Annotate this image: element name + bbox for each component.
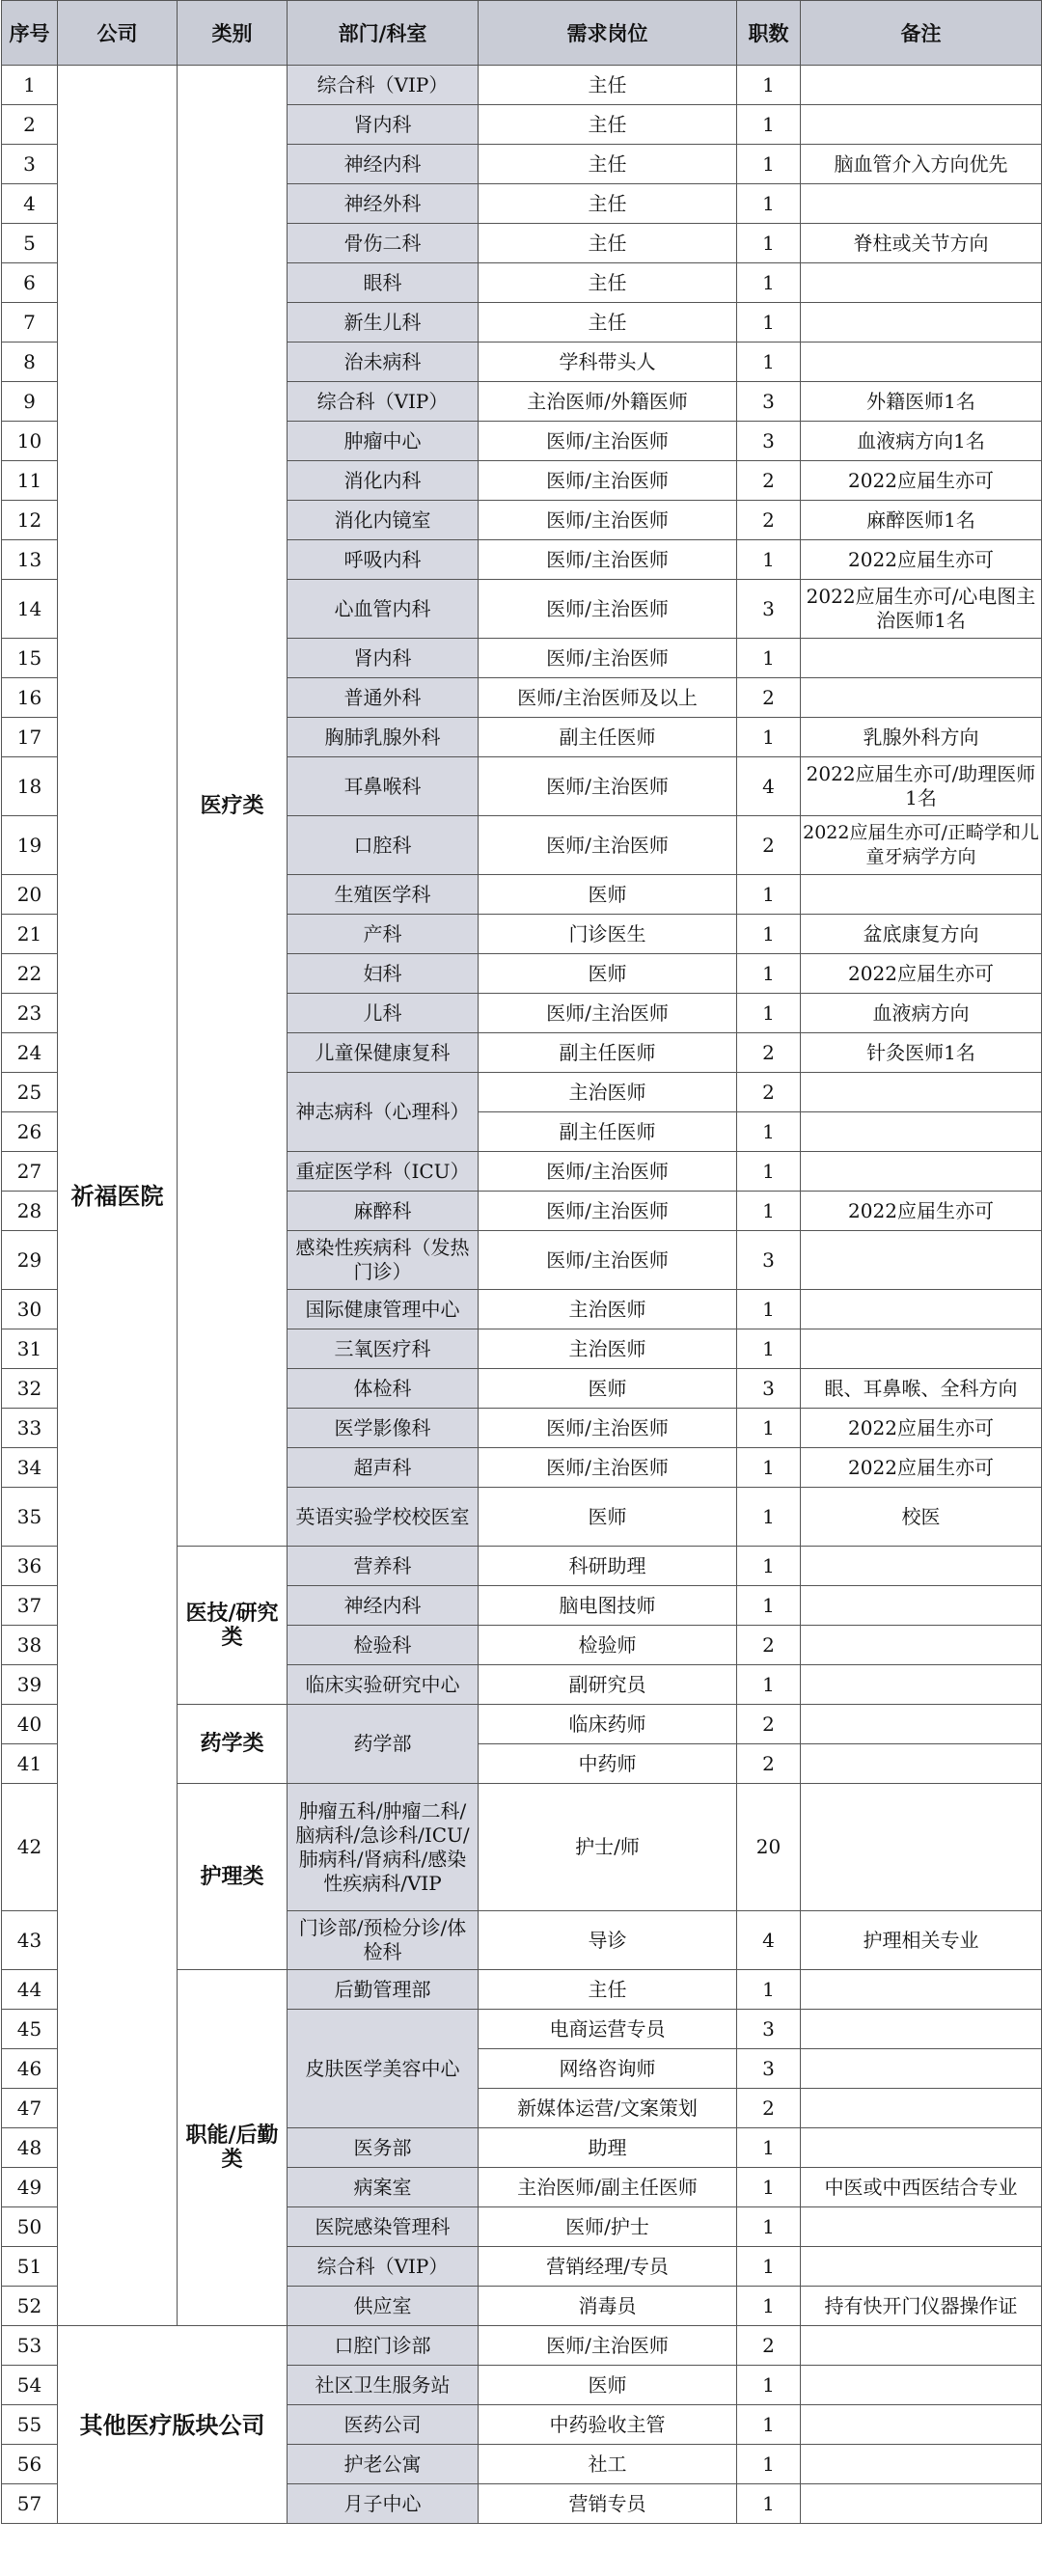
position-cell: 医师: [479, 1369, 737, 1409]
remark-cell: [801, 2405, 1042, 2445]
remark-cell: [801, 1705, 1042, 1744]
remark-cell: [801, 1112, 1042, 1152]
count-cell: 1: [737, 1112, 801, 1152]
remark-cell: 护理相关专业: [801, 1911, 1042, 1970]
seq-cell: 2: [2, 105, 58, 145]
remark-cell: [801, 1547, 1042, 1586]
seq-cell: 26: [2, 1112, 58, 1152]
count-cell: 3: [737, 580, 801, 639]
count-cell: 1: [737, 224, 801, 263]
seq-cell: 25: [2, 1073, 58, 1112]
position-cell: 主治医师: [479, 1329, 737, 1369]
remark-cell: 2022应届生亦可: [801, 1192, 1042, 1231]
remark-cell: 乳腺外科方向: [801, 718, 1042, 757]
count-cell: 1: [737, 639, 801, 678]
dept-cell: 门诊部/预检分诊/体检科: [288, 1911, 479, 1970]
remark-cell: 针灸医师1名: [801, 1033, 1042, 1073]
remark-cell: [801, 2049, 1042, 2089]
remark-cell: [801, 1073, 1042, 1112]
position-cell: 主任: [479, 1970, 737, 2010]
remark-cell: 外籍医师1名: [801, 382, 1042, 422]
count-cell: 1: [737, 1448, 801, 1488]
seq-cell: 45: [2, 2010, 58, 2049]
position-cell: 电商运营专员: [479, 2010, 737, 2049]
remark-cell: [801, 343, 1042, 382]
position-cell: 医师/主治医师: [479, 1448, 737, 1488]
dept-cell: 肿瘤五科/肿瘤二科/脑病科/急诊科/ICU/肺病科/肾病科/感染性疾病科/VIP: [288, 1784, 479, 1911]
count-cell: 1: [737, 718, 801, 757]
position-cell: 医师/主治医师: [479, 994, 737, 1033]
count-cell: 1: [737, 915, 801, 954]
position-cell: 主治医师/副主任医师: [479, 2168, 737, 2207]
remark-cell: [801, 1329, 1042, 1369]
dept-cell: 月子中心: [288, 2484, 479, 2524]
remark-cell: [801, 2010, 1042, 2049]
dept-cell: 口腔门诊部: [288, 2326, 479, 2366]
dept-cell: 药学部: [288, 1705, 479, 1784]
remark-cell: [801, 184, 1042, 224]
dept-cell: 骨伤二科: [288, 224, 479, 263]
position-cell: 营销专员: [479, 2484, 737, 2524]
position-cell: 医师/主治医师: [479, 1409, 737, 1448]
position-cell: 中药师: [479, 1744, 737, 1784]
dept-cell: 耳鼻喉科: [288, 757, 479, 816]
position-cell: 医师/主治医师: [479, 816, 737, 875]
table-row: [2, 66, 1042, 105]
count-cell: 1: [737, 2168, 801, 2207]
dept-cell: 肿瘤中心: [288, 422, 479, 461]
position-cell: 主治医师: [479, 1073, 737, 1112]
seq-cell: 5: [2, 224, 58, 263]
dept-cell: 英语实验学校校医室: [288, 1488, 479, 1547]
dept-cell: 社区卫生服务站: [288, 2366, 479, 2405]
position-cell: 临床药师: [479, 1705, 737, 1744]
position-cell: 导诊: [479, 1911, 737, 1970]
position-cell: 医师/主治医师: [479, 461, 737, 501]
position-cell: 主任: [479, 303, 737, 343]
dept-cell: 三氧医疗科: [288, 1329, 479, 1369]
count-cell: 1: [737, 1665, 801, 1705]
dept-cell: 心血管内科: [288, 580, 479, 639]
seq-cell: 12: [2, 501, 58, 540]
category-cell: 医技/研究类: [178, 1547, 288, 1705]
dept-cell: 呼吸内科: [288, 540, 479, 580]
count-cell: 1: [737, 184, 801, 224]
seq-cell: 30: [2, 1290, 58, 1329]
remark-cell: [801, 303, 1042, 343]
count-cell: 3: [737, 2049, 801, 2089]
seq-cell: 43: [2, 1911, 58, 1970]
remark-cell: [801, 875, 1042, 915]
seq-cell: 50: [2, 2207, 58, 2247]
position-cell: 主任: [479, 184, 737, 224]
seq-cell: 56: [2, 2445, 58, 2484]
position-cell: 门诊医生: [479, 915, 737, 954]
remark-cell: 眼、耳鼻喉、全科方向: [801, 1369, 1042, 1409]
seq-cell: 33: [2, 1409, 58, 1448]
count-cell: 2: [737, 461, 801, 501]
count-cell: 2: [737, 1626, 801, 1665]
dept-cell: 体检科: [288, 1369, 479, 1409]
position-cell: 主治医师/外籍医师: [479, 382, 737, 422]
count-cell: 1: [737, 2287, 801, 2326]
table-row: [2, 2326, 1042, 2366]
count-cell: 1: [737, 2128, 801, 2168]
remark-cell: 麻醉医师1名: [801, 501, 1042, 540]
dept-cell: 后勤管理部: [288, 1970, 479, 2010]
count-cell: 1: [737, 66, 801, 105]
count-cell: 3: [737, 422, 801, 461]
count-cell: 1: [737, 263, 801, 303]
category-cell: 职能/后勤类: [178, 1970, 288, 2326]
count-cell: 1: [737, 1290, 801, 1329]
seq-cell: 47: [2, 2089, 58, 2128]
count-cell: 4: [737, 757, 801, 816]
dept-cell: 重症医学科（ICU）: [288, 1152, 479, 1192]
count-cell: 1: [737, 145, 801, 184]
count-cell: 1: [737, 1329, 801, 1369]
position-cell: 科研助理: [479, 1547, 737, 1586]
seq-cell: 51: [2, 2247, 58, 2287]
count-cell: 3: [737, 1369, 801, 1409]
seq-cell: 13: [2, 540, 58, 580]
category-cell: 药学类: [178, 1705, 288, 1784]
dept-cell: 产科: [288, 915, 479, 954]
seq-cell: 57: [2, 2484, 58, 2524]
dept-cell: 生殖医学科: [288, 875, 479, 915]
dept-cell: 综合科（VIP）: [288, 2247, 479, 2287]
header-count: 职数: [737, 1, 801, 66]
seq-cell: 23: [2, 994, 58, 1033]
position-cell: 新媒体运营/文案策划: [479, 2089, 737, 2128]
seq-cell: 55: [2, 2405, 58, 2445]
seq-cell: 27: [2, 1152, 58, 1192]
count-cell: 2: [737, 1073, 801, 1112]
count-cell: 1: [737, 2247, 801, 2287]
seq-cell: 7: [2, 303, 58, 343]
count-cell: 2: [737, 2089, 801, 2128]
seq-cell: 28: [2, 1192, 58, 1231]
dept-cell: 供应室: [288, 2287, 479, 2326]
dept-cell: 神经内科: [288, 1586, 479, 1626]
count-cell: 1: [737, 1586, 801, 1626]
count-cell: 2: [737, 1033, 801, 1073]
count-cell: 3: [737, 2010, 801, 2049]
remark-cell: 血液病方向: [801, 994, 1042, 1033]
dept-cell: 护老公寓: [288, 2445, 479, 2484]
remark-cell: [801, 105, 1042, 145]
count-cell: 2: [737, 678, 801, 718]
count-cell: 3: [737, 1231, 801, 1290]
header-seq: 序号: [2, 1, 58, 66]
remark-cell: 2022应届生亦可: [801, 540, 1042, 580]
dept-cell: 国际健康管理中心: [288, 1290, 479, 1329]
count-cell: 2: [737, 2326, 801, 2366]
remark-cell: 2022应届生亦可/心电图主治医师1名: [801, 580, 1042, 639]
position-cell: 学科带头人: [479, 343, 737, 382]
remark-cell: [801, 678, 1042, 718]
seq-cell: 48: [2, 2128, 58, 2168]
seq-cell: 42: [2, 1784, 58, 1911]
position-cell: 医师: [479, 875, 737, 915]
position-cell: 助理: [479, 2128, 737, 2168]
count-cell: 4: [737, 1911, 801, 1970]
count-cell: 1: [737, 954, 801, 994]
seq-cell: 44: [2, 1970, 58, 2010]
seq-cell: 11: [2, 461, 58, 501]
seq-cell: 38: [2, 1626, 58, 1665]
position-cell: 主治医师: [479, 1290, 737, 1329]
dept-cell: 消化内科: [288, 461, 479, 501]
remark-cell: [801, 263, 1042, 303]
remark-cell: 2022应届生亦可: [801, 954, 1042, 994]
remark-cell: 盆底康复方向: [801, 915, 1042, 954]
remark-cell: [801, 2326, 1042, 2366]
seq-cell: 17: [2, 718, 58, 757]
position-cell: 医师/主治医师及以上: [479, 678, 737, 718]
seq-cell: 52: [2, 2287, 58, 2326]
remark-cell: 血液病方向1名: [801, 422, 1042, 461]
remark-cell: [801, 2445, 1042, 2484]
remark-cell: 2022应届生亦可: [801, 1448, 1042, 1488]
position-cell: 网络咨询师: [479, 2049, 737, 2089]
seq-cell: 34: [2, 1448, 58, 1488]
remark-cell: [801, 639, 1042, 678]
seq-cell: 54: [2, 2366, 58, 2405]
seq-cell: 41: [2, 1744, 58, 1784]
count-cell: 1: [737, 105, 801, 145]
seq-cell: 24: [2, 1033, 58, 1073]
seq-cell: 19: [2, 816, 58, 875]
remark-cell: 脑血管介入方向优先: [801, 145, 1042, 184]
position-cell: 医师/主治医师: [479, 757, 737, 816]
count-cell: 1: [737, 875, 801, 915]
count-cell: 1: [737, 303, 801, 343]
position-cell: 医师/主治医师: [479, 422, 737, 461]
dept-cell: 胸肺乳腺外科: [288, 718, 479, 757]
dept-cell: 感染性疾病科（发热门诊）: [288, 1231, 479, 1290]
remark-cell: [801, 2484, 1042, 2524]
dept-cell: 口腔科: [288, 816, 479, 875]
count-cell: 1: [737, 1970, 801, 2010]
count-cell: 2: [737, 1705, 801, 1744]
seq-cell: 49: [2, 2168, 58, 2207]
position-cell: 主任: [479, 105, 737, 145]
remark-cell: [801, 1744, 1042, 1784]
remark-cell: [801, 1231, 1042, 1290]
seq-cell: 36: [2, 1547, 58, 1586]
remark-cell: [801, 1784, 1042, 1911]
dept-cell: 医院感染管理科: [288, 2207, 479, 2247]
dept-cell: 医务部: [288, 2128, 479, 2168]
position-cell: 副主任医师: [479, 1112, 737, 1152]
count-cell: 1: [737, 1152, 801, 1192]
position-cell: 护士/师: [479, 1784, 737, 1911]
seq-cell: 31: [2, 1329, 58, 1369]
dept-cell: 神经内科: [288, 145, 479, 184]
seq-cell: 37: [2, 1586, 58, 1626]
company-cell: 祈福医院: [58, 66, 178, 2326]
header-row: [2, 1, 1042, 66]
dept-cell: 妇科: [288, 954, 479, 994]
dept-cell: 医药公司: [288, 2405, 479, 2445]
seq-cell: 40: [2, 1705, 58, 1744]
count-cell: 1: [737, 994, 801, 1033]
remark-cell: 校医: [801, 1488, 1042, 1547]
position-cell: 主任: [479, 66, 737, 105]
seq-cell: 46: [2, 2049, 58, 2089]
header-dept: 部门/科室: [288, 1, 479, 66]
position-cell: 检验师: [479, 1626, 737, 1665]
position-cell: 医师: [479, 954, 737, 994]
position-cell: 中药验收主管: [479, 2405, 737, 2445]
dept-cell: 临床实验研究中心: [288, 1665, 479, 1705]
header-category: 类别: [178, 1, 288, 66]
position-cell: 脑电图技师: [479, 1586, 737, 1626]
count-cell: 1: [737, 1547, 801, 1586]
dept-cell: 病案室: [288, 2168, 479, 2207]
seq-cell: 10: [2, 422, 58, 461]
dept-cell: 医学影像科: [288, 1409, 479, 1448]
remark-cell: [801, 1586, 1042, 1626]
position-cell: 医师/主治医师: [479, 1192, 737, 1231]
count-cell: 1: [737, 2405, 801, 2445]
remark-cell: 持有快开门仪器操作证: [801, 2287, 1042, 2326]
position-cell: 消毒员: [479, 2287, 737, 2326]
seq-cell: 22: [2, 954, 58, 994]
position-cell: 主任: [479, 145, 737, 184]
seq-cell: 14: [2, 580, 58, 639]
remark-cell: [801, 2207, 1042, 2247]
position-cell: 医师: [479, 1488, 737, 1547]
dept-cell: 神志病科（心理科）: [288, 1073, 479, 1152]
count-cell: 1: [737, 2445, 801, 2484]
position-cell: 医师/主治医师: [479, 639, 737, 678]
seq-cell: 20: [2, 875, 58, 915]
company-cell: 其他医疗版块公司: [58, 2326, 288, 2524]
remark-cell: [801, 2366, 1042, 2405]
dept-cell: 儿科: [288, 994, 479, 1033]
header-company: 公司: [58, 1, 178, 66]
position-cell: 副主任医师: [479, 1033, 737, 1073]
position-cell: 医师/主治医师: [479, 580, 737, 639]
count-cell: 1: [737, 343, 801, 382]
remark-cell: [801, 2128, 1042, 2168]
position-cell: 医师/主治医师: [479, 1231, 737, 1290]
count-cell: 1: [737, 1488, 801, 1547]
count-cell: 1: [737, 1192, 801, 1231]
remark-cell: [801, 1290, 1042, 1329]
count-cell: 1: [737, 1409, 801, 1448]
dept-cell: 消化内镜室: [288, 501, 479, 540]
remark-cell: [801, 66, 1042, 105]
position-cell: 主任: [479, 224, 737, 263]
remark-cell: [801, 2089, 1042, 2128]
count-cell: 2: [737, 816, 801, 875]
dept-cell: 超声科: [288, 1448, 479, 1488]
seq-cell: 53: [2, 2326, 58, 2366]
dept-cell: 麻醉科: [288, 1192, 479, 1231]
remark-cell: 中医或中西医结合专业: [801, 2168, 1042, 2207]
dept-cell: 儿童保健康复科: [288, 1033, 479, 1073]
position-cell: 副主任医师: [479, 718, 737, 757]
position-cell: 社工: [479, 2445, 737, 2484]
position-cell: 医师: [479, 2366, 737, 2405]
dept-cell: 眼科: [288, 263, 479, 303]
seq-cell: 21: [2, 915, 58, 954]
dept-cell: 综合科（VIP）: [288, 382, 479, 422]
seq-cell: 18: [2, 757, 58, 816]
seq-cell: 35: [2, 1488, 58, 1547]
seq-cell: 32: [2, 1369, 58, 1409]
dept-cell: 神经外科: [288, 184, 479, 224]
seq-cell: 4: [2, 184, 58, 224]
count-cell: 1: [737, 2207, 801, 2247]
header-position: 需求岗位: [479, 1, 737, 66]
remark-cell: [801, 1970, 1042, 2010]
header-remark: 备注: [801, 1, 1042, 66]
count-cell: 1: [737, 540, 801, 580]
seq-cell: 1: [2, 66, 58, 105]
count-cell: 2: [737, 501, 801, 540]
position-cell: 副研究员: [479, 1665, 737, 1705]
seq-cell: 39: [2, 1665, 58, 1705]
dept-cell: 普通外科: [288, 678, 479, 718]
remark-cell: [801, 1626, 1042, 1665]
remark-cell: 脊柱或关节方向: [801, 224, 1042, 263]
category-cell: 医疗类: [178, 66, 288, 1547]
recruitment-table: [1, 0, 1042, 2524]
count-cell: 20: [737, 1784, 801, 1911]
remark-cell: [801, 2247, 1042, 2287]
position-cell: 医师/主治医师: [479, 2326, 737, 2366]
remark-cell: 2022应届生亦可: [801, 461, 1042, 501]
position-cell: 医师/主治医师: [479, 501, 737, 540]
remark-cell: 2022应届生亦可: [801, 1409, 1042, 1448]
position-cell: 医师/主治医师: [479, 540, 737, 580]
seq-cell: 3: [2, 145, 58, 184]
remark-cell: [801, 1665, 1042, 1705]
category-cell: 护理类: [178, 1784, 288, 1970]
position-cell: 主任: [479, 263, 737, 303]
seq-cell: 8: [2, 343, 58, 382]
count-cell: 2: [737, 1744, 801, 1784]
dept-cell: 营养科: [288, 1547, 479, 1586]
position-cell: 医师/护士: [479, 2207, 737, 2247]
position-cell: 医师/主治医师: [479, 1152, 737, 1192]
dept-cell: 肾内科: [288, 639, 479, 678]
dept-cell: 综合科（VIP）: [288, 66, 479, 105]
dept-cell: 检验科: [288, 1626, 479, 1665]
seq-cell: 6: [2, 263, 58, 303]
position-cell: 营销经理/专员: [479, 2247, 737, 2287]
dept-cell: 肾内科: [288, 105, 479, 145]
seq-cell: 29: [2, 1231, 58, 1290]
dept-cell: 新生儿科: [288, 303, 479, 343]
count-cell: 3: [737, 382, 801, 422]
remark-cell: 2022应届生亦可/正畸学和儿童牙病学方向: [801, 816, 1042, 875]
seq-cell: 16: [2, 678, 58, 718]
remark-cell: [801, 1152, 1042, 1192]
count-cell: 1: [737, 2366, 801, 2405]
count-cell: 1: [737, 2484, 801, 2524]
dept-cell: 皮肤医学美容中心: [288, 2010, 479, 2128]
seq-cell: 9: [2, 382, 58, 422]
seq-cell: 15: [2, 639, 58, 678]
dept-cell: 治未病科: [288, 343, 479, 382]
remark-cell: 2022应届生亦可/助理医师1名: [801, 757, 1042, 816]
